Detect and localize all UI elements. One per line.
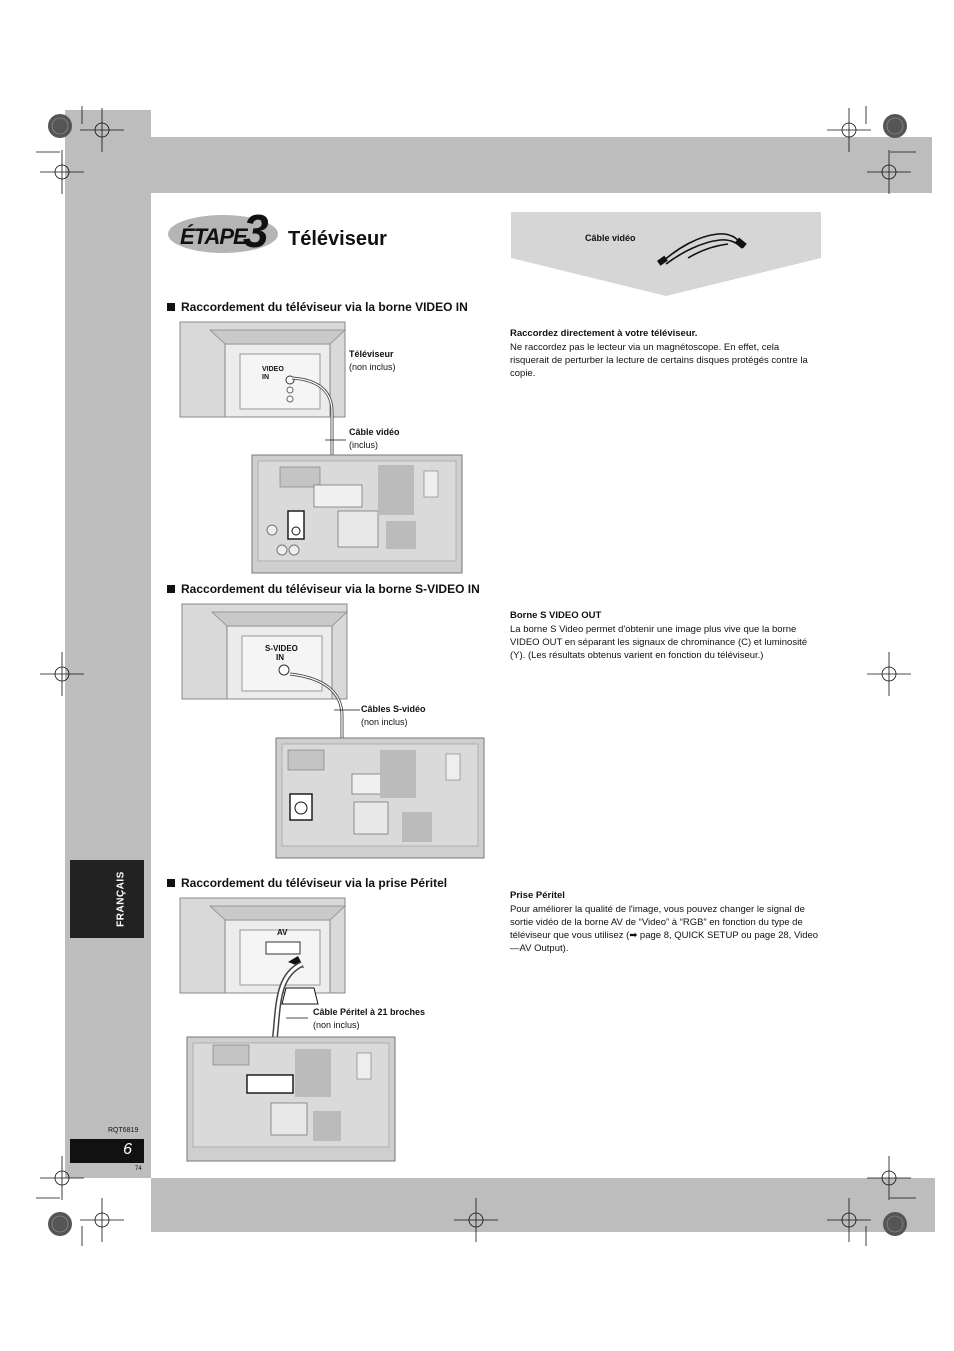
tv-port-label-av: AV [277, 928, 288, 937]
label-cable-sub-2: (non inclus) [361, 717, 408, 727]
accessory-label: Câble vidéo [585, 233, 636, 243]
note-body-3: Pour améliorer la qualité de l'image, vous pouvez changer le signal de sortie vidéo de la borne AV de “Video” à “RGB” en fonction du type de téléviseur que vous utilisez (➡ page 8, QUICK SETUP ou page 28, Video—AV Output). [510, 904, 819, 954]
square-bullet-icon [167, 585, 175, 593]
unit-back-panel-3 [187, 1037, 395, 1161]
sub-page-number: 74 [135, 1166, 142, 1172]
label-tv-title: Téléviseur [349, 349, 394, 359]
unit-back-panel-2 [276, 738, 484, 858]
square-bullet-icon [167, 879, 175, 887]
label-cable-sub-3: (non inclus) [313, 1020, 360, 1030]
step-word: ÉTAPE [180, 224, 247, 249]
note-title-2: Borne S VIDEO OUT [510, 610, 602, 621]
language-tab [70, 860, 144, 938]
note-body-1: Ne raccordez pas le lecteur via un magnétoscope. En effet, cela risquerait de perturber la lecture de certains disques protégés contre la copie. [510, 342, 808, 379]
label-tv-sub: (non inclus) [349, 362, 396, 372]
step-number: 3 [243, 205, 269, 257]
unit-back-panel-1 [252, 455, 462, 573]
label-cable-title-3: Câble Péritel à 21 broches [313, 1007, 426, 1017]
label-cable-title-1: Câble vidéo [349, 427, 400, 437]
tv-port-label-video-in: VIDEO IN [262, 366, 284, 381]
page-number: 6 [123, 1141, 132, 1158]
doc-code: RQT6819 [108, 1127, 139, 1134]
page-title: Téléviseur [288, 228, 387, 250]
section-heading-video-in: Raccordement du téléviseur via la borne VIDEO IN [167, 300, 468, 314]
tv-port-label-s-video-2: IN [276, 653, 284, 662]
section-heading-peritel: Raccordement du téléviseur via la prise Péritel [167, 876, 447, 890]
note-body-2: La borne S Video permet d'obtenir une image plus vive que la borne VIDEO OUT en séparant les signaux de chrominance (C) et luminosité (Y). (Les résultats obtenus varient en fonction du téléviseur.) [510, 624, 808, 661]
video-cable-icon [658, 228, 748, 268]
square-bullet-icon [167, 303, 175, 311]
tv-port-label-s-video-1: S-VIDEO [265, 644, 298, 653]
language-label: FRANÇAIS [115, 871, 127, 927]
note-title-1: Raccordez directement à votre téléviseur. [510, 328, 698, 339]
label-cable-title-2: Câbles S-vidéo [361, 704, 426, 714]
note-title-3: Prise Péritel [510, 890, 565, 901]
label-cable-sub-1: (inclus) [349, 440, 379, 450]
page-number-box [70, 1139, 144, 1163]
section-heading-s-video-in: Raccordement du téléviseur via la borne S-VIDEO IN [167, 582, 480, 596]
